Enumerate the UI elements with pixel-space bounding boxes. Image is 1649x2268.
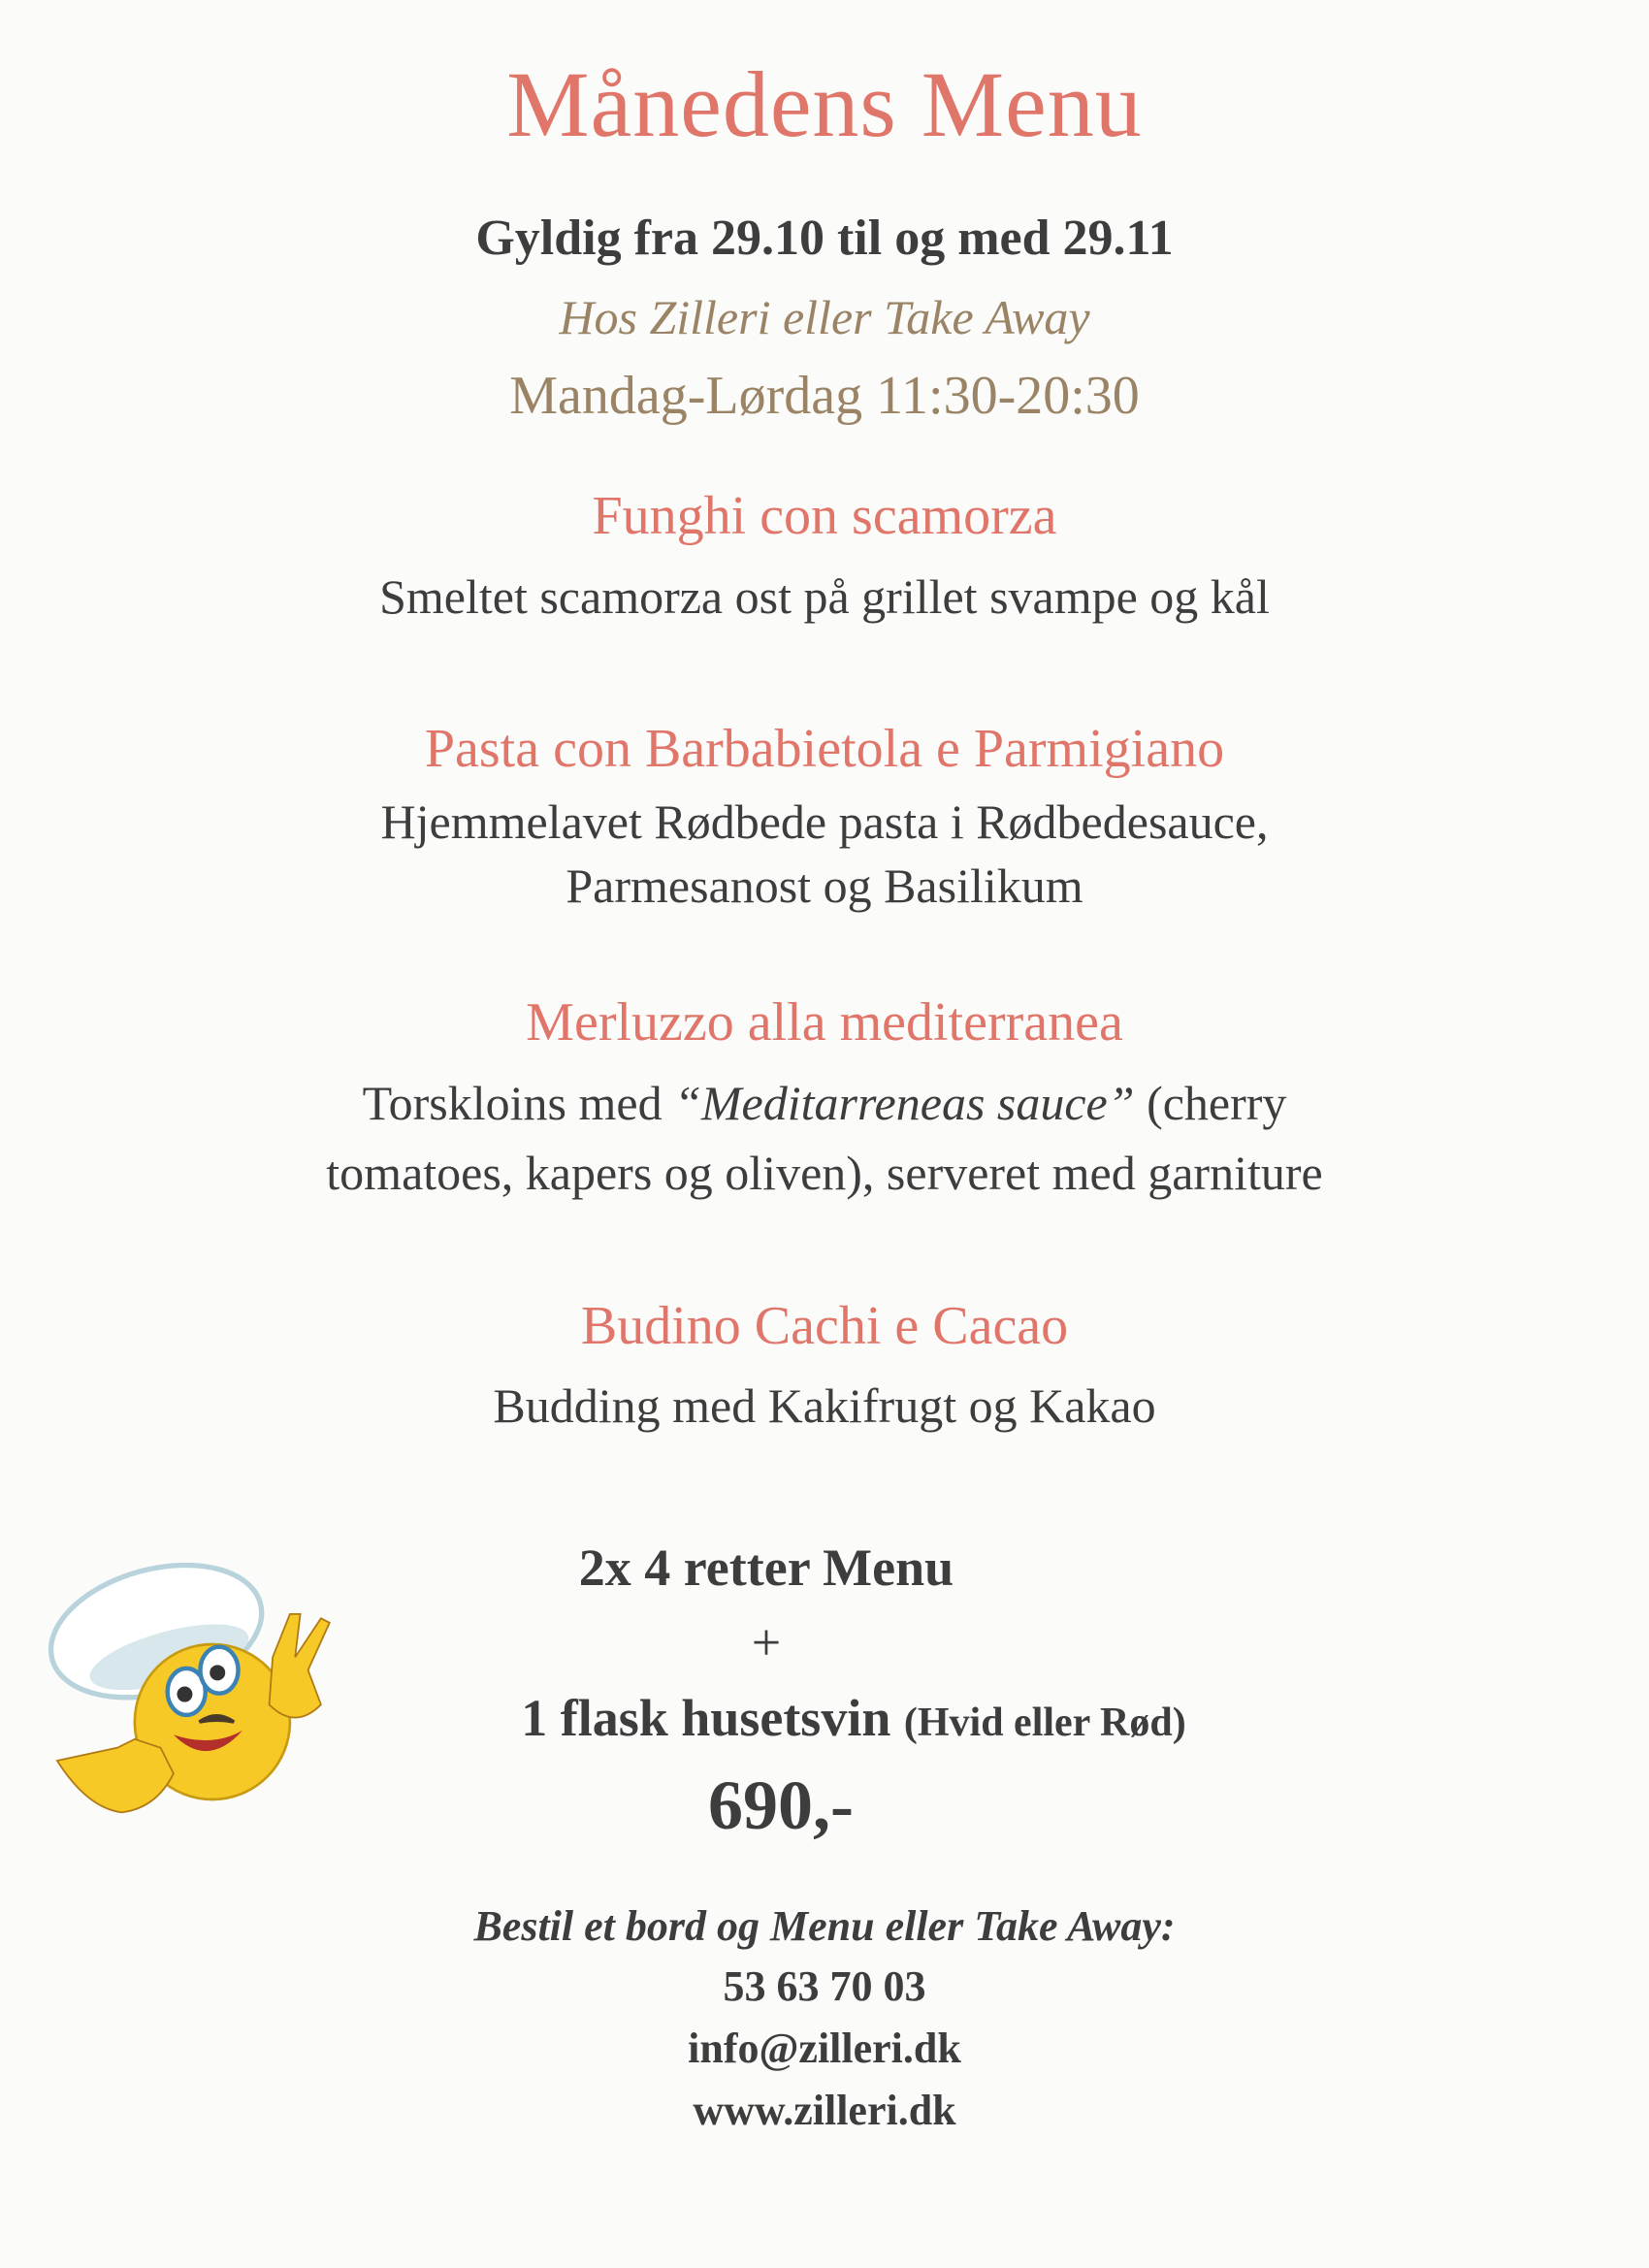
offer-line-1: 2x 4 retter Menu (578, 1539, 954, 1597)
opening-hours: Mandag-Lørdag 11:30-20:30 (509, 366, 1140, 426)
offer-plus: + (751, 1613, 782, 1671)
offer-wine-note: (Hvid eller Rød) (903, 1701, 1186, 1745)
contact-heading: Bestil et bord og Menu eller Take Away: (473, 1902, 1176, 1950)
dish-4-description: Budding med Kakifrugt og Kakao (493, 1378, 1156, 1433)
dish-2-description-line-2: Parmesanost og Basilikum (566, 859, 1083, 913)
dish-1-name: Funghi con scamorza (592, 486, 1057, 546)
dish-2-name: Pasta con Barbabietola e Parmigiano (424, 719, 1225, 779)
offer-line-2 (291, 1688, 1416, 1748)
offer-price: 690,- (708, 1766, 854, 1844)
contact-website[interactable]: www.zilleri.dk (693, 2087, 956, 2134)
contact-email[interactable]: info@zilleri.dk (688, 2025, 961, 2072)
dish-3-sauce-name: “Meditarreneas sauce” (674, 1076, 1135, 1130)
dish-3-description-line-1 (0, 1075, 1649, 1131)
dish-3-name: Merluzzo alla mediterranea (526, 992, 1123, 1053)
dish-1-description: Smeltet scamorza ost på grillet svampe og kål (379, 569, 1270, 624)
dish-4-name: Budino Cachi e Cacao (580, 1296, 1069, 1356)
offer-wine: 1 flask husetsvin (521, 1689, 891, 1747)
dish-2-description-line-1: Hjemmelavet Rødbede pasta i Rødbedesauce, (380, 794, 1269, 849)
validity-period: Gyldig fra 29.10 til og med 29.11 (475, 211, 1174, 266)
page-title: Månedens Menu (506, 52, 1143, 156)
dish-3-description-line-2: tomatoes, kapers og oliven), serveret med garniture (326, 1146, 1323, 1200)
dish-3-desc-before: Torskloins med (362, 1076, 675, 1130)
location-subtitle: Hos Zilleri eller Take Away (559, 290, 1090, 344)
dish-3-desc-after: (cherry (1134, 1076, 1287, 1130)
contact-phone[interactable]: 53 63 70 03 (723, 1962, 926, 2010)
